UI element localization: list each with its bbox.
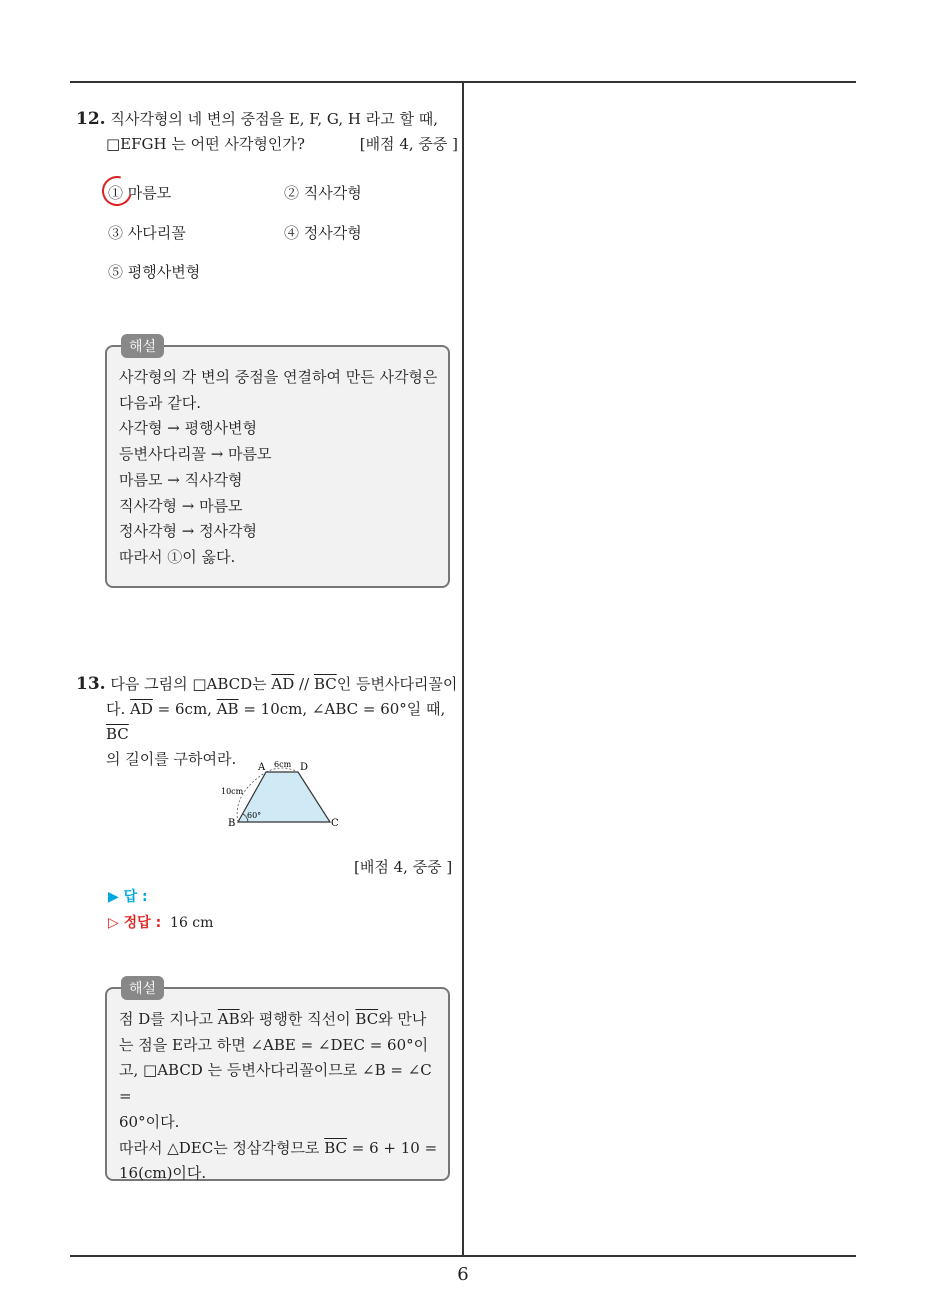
segment-ad: $\overline{AD}$ (271, 675, 295, 693)
segment-bc: $\overline{BC}$ (106, 725, 129, 743)
segment-ab: $\overline{AB}$ (216, 700, 239, 718)
answer-line (108, 886, 148, 906)
solution-tag: 해설 (121, 334, 164, 358)
solution-line: 따라서 ①이 옳다. (119, 547, 236, 566)
choice-label: ② 직사각형 (284, 184, 362, 202)
segment-bc: $\overline{BC}$ (313, 675, 337, 693)
question-text: = 10cm, ∠ABC = 60°일 때, (238, 700, 446, 718)
solution-line: 16(cm)이다. (119, 1164, 207, 1183)
trapezoid-figure (218, 758, 358, 838)
solution-line: 정사각형 → 정사각형 (119, 522, 258, 541)
score-label: [배점 4, 중중 ] (354, 858, 453, 876)
solution-line: 사각형의 각 변의 중점을 연결하여 만든 사각형은 (119, 368, 438, 386)
label-side-length: 10cm (221, 787, 244, 796)
solution-line: 점 D를 지나고 $\overline{AB}$와 평행한 직선이 $\overline{BC}$와 만나 (119, 1010, 427, 1028)
question-13 (76, 672, 458, 772)
question-text: = 6cm, (152, 700, 217, 718)
solution-line: 다음과 같다. (119, 393, 201, 412)
question-text: 다음 그림의 □ABCD는 (110, 675, 272, 693)
solution-line: 등변사다리꼴 → 마름모 (119, 445, 272, 464)
choice-5[interactable] (108, 261, 200, 282)
solution-line: 직사각형 → 마름모 (119, 496, 243, 515)
solution-line: 따라서 △DEC는 정삼각형므로 $\overline{BC} = 6 + 10$ = (119, 1138, 438, 1157)
question-text-line2: □EFGH 는 어떤 사각형인가? (106, 135, 305, 153)
solution-line: 60°이다. (119, 1112, 180, 1131)
label-c: C (331, 818, 339, 829)
question-12 (76, 107, 458, 157)
solution-line: 는 점을 E라고 하면 ∠ABE = ∠DEC = 60°이 (119, 1035, 429, 1054)
question-text-line1: 직사각형의 네 변의 중점을 E, F, G, H 라고 할 때, (110, 110, 439, 128)
solution-box-13 (105, 981, 450, 1183)
page-number: 6 (457, 1264, 469, 1285)
column-divider (462, 82, 464, 1256)
question-text: 다. (106, 700, 131, 718)
answer-label: ▶ 답 : (108, 889, 148, 905)
choice-3[interactable] (108, 222, 186, 243)
score-label: [배점 4, 중중 ] (359, 135, 458, 153)
label-top-length: 6cm (274, 760, 292, 769)
choice-label: ③ 사다리꼴 (108, 224, 186, 242)
choice-label: ④ 정사각형 (284, 224, 362, 242)
question-text: 의 길이를 구하여라. (106, 750, 237, 768)
label-d: D (300, 762, 309, 773)
solution-line: 사각형 → 평행사변형 (119, 419, 258, 438)
choice-4[interactable] (284, 222, 362, 243)
solution-line: 마름모 → 직사각형 (119, 470, 243, 489)
label-a: A (258, 762, 266, 773)
choice-2[interactable] (284, 182, 362, 203)
solution-line: 고, □ABCD 는 등변사다리꼴이므로 ∠B = ∠C = (119, 1061, 432, 1106)
correct-value: 16 cm (170, 915, 214, 931)
correct-answer-line (108, 912, 213, 932)
parallel-symbol: // (294, 675, 314, 693)
segment-ad: $\overline{AD}$ (130, 700, 153, 718)
correct-label: ▷ 정답 : (108, 915, 162, 931)
choice-label: ① 마름모 (108, 184, 172, 202)
selected-circle-mark (97, 171, 138, 212)
question-text: 인 등변사다리꼴이 (336, 675, 458, 693)
label-b: B (228, 818, 236, 829)
label-angle: 60° (247, 811, 262, 820)
question-number: 12. (76, 109, 106, 129)
choice-1[interactable] (108, 182, 171, 203)
solution-box-12 (105, 339, 450, 588)
solution-tag: 해설 (121, 976, 164, 1000)
question-number: 13. (76, 674, 106, 694)
choice-label: ⑤ 평행사변형 (108, 263, 201, 281)
